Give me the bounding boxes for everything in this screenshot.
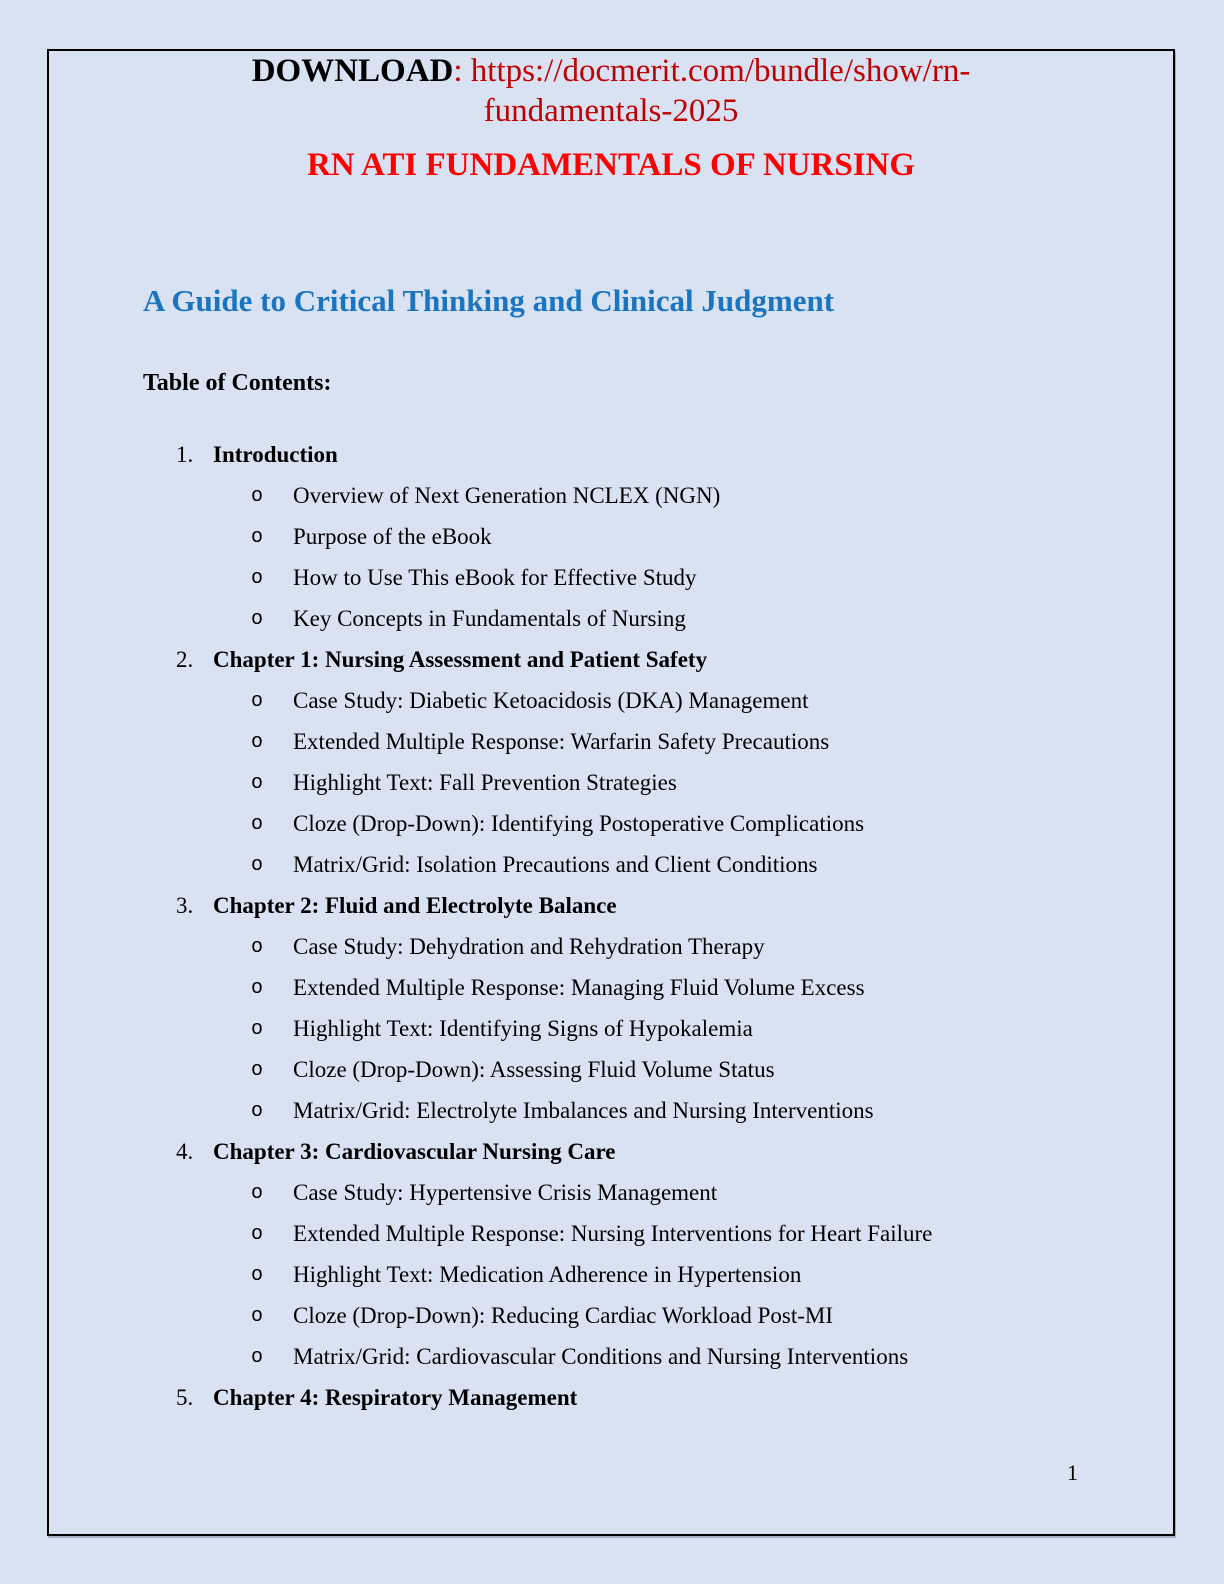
toc-sub-text: Case Study: Dehydration and Rehydration Therapy <box>293 934 765 959</box>
toc-sub-row <box>49 1008 1173 1049</box>
toc-sub-row <box>49 803 1173 844</box>
toc-sub-bullet: o <box>251 1305 264 1328</box>
toc-sub-bullet: o <box>251 813 264 836</box>
toc-sub-row <box>49 598 1173 639</box>
toc-sub-bullet: o <box>251 936 264 959</box>
toc-chapter-number: 1. <box>176 442 194 467</box>
toc-sub-bullet: o <box>251 977 264 1000</box>
toc-sub-row <box>49 1172 1173 1213</box>
toc-sub-bullet: o <box>251 1182 264 1205</box>
toc-sub-text: Matrix/Grid: Cardiovascular Conditions and Nursing Interventions <box>293 1344 909 1369</box>
toc-sub-row <box>49 967 1173 1008</box>
page-number: 1 <box>1067 1460 1078 1485</box>
download-url-line2[interactable]: fundamentals-2025 <box>483 93 739 129</box>
toc-sub-text: Cloze (Drop-Down): Reducing Cardiac Workload Post-MI <box>293 1303 834 1328</box>
toc-sub-text: Cloze (Drop-Down): Assessing Fluid Volume Status <box>293 1057 775 1082</box>
toc-sub-text: Case Study: Hypertensive Crisis Management <box>293 1180 718 1205</box>
toc-chapter-title: Chapter 1: Nursing Assessment and Patient Safety <box>213 647 708 672</box>
toc-sub-bullet: o <box>251 1223 264 1246</box>
document-page <box>47 49 1175 1536</box>
toc-chapter-title: Chapter 3: Cardiovascular Nursing Care <box>213 1139 616 1164</box>
toc-sub-text: Highlight Text: Identifying Signs of Hypokalemia <box>293 1016 753 1041</box>
toc-sub-text: Key Concepts in Fundamentals of Nursing <box>293 606 686 631</box>
toc-chapter-number: 5. <box>176 1385 194 1410</box>
toc-sub-bullet: o <box>251 772 264 795</box>
toc-sub-row <box>49 475 1173 516</box>
guide-heading: A Guide to Critical Thinking and Clinical Judgment <box>143 283 835 318</box>
toc-sub-bullet: o <box>251 1059 264 1082</box>
toc-sub-row <box>49 721 1173 762</box>
download-line-2 <box>49 91 1173 131</box>
toc-sub-row <box>49 557 1173 598</box>
toc-sub-text: Purpose of the eBook <box>293 524 492 549</box>
toc-chapter-number: 3. <box>176 893 194 918</box>
download-url-line1[interactable]: https://docmerit.com/bundle/show/rn- <box>470 53 971 89</box>
toc-sub-bullet: o <box>251 854 264 877</box>
toc-sub-text: Highlight Text: Medication Adherence in Hypertension <box>293 1262 802 1287</box>
toc-sub-text: Extended Multiple Response: Warfarin Safety Precautions <box>293 729 830 754</box>
toc-title: Table of Contents: <box>143 370 332 396</box>
toc-sub-bullet: o <box>251 731 264 754</box>
toc-sub-row <box>49 1254 1173 1295</box>
toc-sub-row <box>49 844 1173 885</box>
toc-sub-row <box>49 1336 1173 1377</box>
download-line-1 <box>49 51 1173 91</box>
toc-sub-text: Extended Multiple Response: Managing Fluid Volume Excess <box>293 975 865 1000</box>
toc-chapter-title: Chapter 4: Respiratory Management <box>213 1385 578 1410</box>
toc-sub-row <box>49 680 1173 721</box>
toc-chapter-row <box>49 885 1173 926</box>
toc-chapter-row <box>49 639 1173 680</box>
toc-chapter-number: 4. <box>176 1139 194 1164</box>
toc-sub-bullet: o <box>251 690 264 713</box>
toc-sub-text: Highlight Text: Fall Prevention Strategies <box>293 770 677 795</box>
toc-chapter-number: 2. <box>176 647 194 672</box>
toc-sub-bullet: o <box>251 1018 264 1041</box>
toc-sub-bullet: o <box>251 608 264 631</box>
toc-sub-row <box>49 516 1173 557</box>
toc-sub-bullet: o <box>251 1100 264 1123</box>
toc-chapter-row <box>49 1377 1173 1418</box>
toc-sub-row <box>49 1295 1173 1336</box>
toc-sub-bullet: o <box>251 567 264 590</box>
toc-sub-text: Matrix/Grid: Isolation Precautions and Client Conditions <box>293 852 818 877</box>
course-title: RN ATI FUNDAMENTALS OF NURSING <box>306 147 916 183</box>
toc-sub-text: How to Use This eBook for Effective Study <box>293 565 697 590</box>
toc-sub-row <box>49 926 1173 967</box>
toc-chapter-row <box>49 434 1173 475</box>
toc-sub-row <box>49 1049 1173 1090</box>
download-label: DOWNLOAD <box>251 53 454 89</box>
toc-sub-bullet: o <box>251 1346 264 1369</box>
toc-sub-text: Extended Multiple Response: Nursing Interventions for Heart Failure <box>293 1221 933 1246</box>
toc-sub-row <box>49 1090 1173 1131</box>
toc-chapter-title: Introduction <box>213 442 338 467</box>
toc-sub-bullet: o <box>251 1264 264 1287</box>
toc-chapter-title: Chapter 2: Fluid and Electrolyte Balance <box>213 893 617 918</box>
toc-sub-bullet: o <box>251 485 264 508</box>
toc-sub-text: Case Study: Diabetic Ketoacidosis (DKA) Management <box>293 688 809 713</box>
toc-sub-text: Matrix/Grid: Electrolyte Imbalances and Nursing Interventions <box>293 1098 874 1123</box>
toc-list <box>49 434 1173 1418</box>
toc-chapter-row <box>49 1131 1173 1172</box>
toc-sub-text: Cloze (Drop-Down): Identifying Postoperative Complications <box>293 811 865 836</box>
toc-sub-row <box>49 762 1173 803</box>
toc-sub-bullet: o <box>251 526 264 549</box>
toc-sub-text: Overview of Next Generation NCLEX (NGN) <box>293 483 721 508</box>
toc-sub-row <box>49 1213 1173 1254</box>
download-colon: : <box>453 53 471 89</box>
